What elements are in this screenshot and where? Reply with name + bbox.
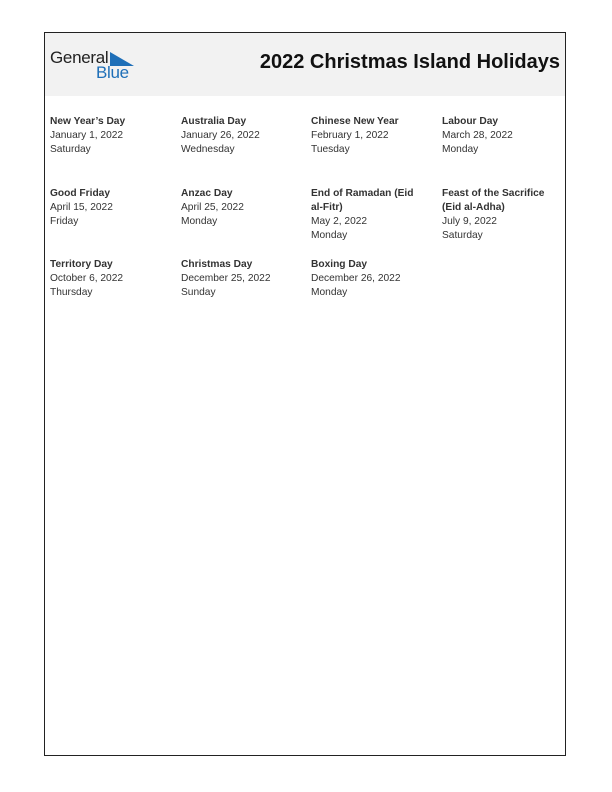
holiday-name: Australia Day [181, 116, 247, 127]
holiday-name: Labour Day [442, 116, 499, 127]
holiday-item [311, 115, 429, 157]
holiday-weekday: Monday [181, 216, 218, 227]
holiday-item [311, 258, 429, 300]
holiday-item [311, 187, 427, 243]
holiday-date: July 9, 2022 [442, 216, 497, 227]
holiday-item [50, 115, 168, 157]
holiday-name: Territory Day [50, 259, 113, 270]
holiday-date: December 25, 2022 [181, 273, 271, 284]
holiday-name: New Year’s Day [50, 116, 126, 127]
holiday-weekday: Monday [311, 287, 348, 298]
holiday-item [442, 187, 560, 243]
holiday-weekday: Monday [442, 144, 479, 155]
holiday-date: April 15, 2022 [50, 202, 113, 213]
holiday-name: Christmas Day [181, 259, 253, 270]
holiday-weekday: Wednesday [181, 144, 235, 155]
holiday-date: October 6, 2022 [50, 273, 124, 284]
holiday-date: April 25, 2022 [181, 202, 244, 213]
logo [50, 47, 140, 83]
holiday-weekday: Sunday [181, 287, 216, 298]
holiday-weekday: Monday [311, 230, 348, 241]
holiday-weekday: Saturday [50, 144, 91, 155]
header-bar [45, 33, 565, 96]
page-title: 2022 Christmas Island Holidays [259, 51, 560, 73]
holiday-name: End of Ramadan (Eid al-Fitr) [311, 188, 414, 213]
holiday-weekday: Friday [50, 216, 79, 227]
holiday-item [181, 258, 299, 300]
holiday-weekday: Saturday [442, 230, 483, 241]
holiday-date: January 1, 2022 [50, 130, 124, 141]
holiday-name: Boxing Day [311, 259, 368, 270]
holiday-date: January 26, 2022 [181, 130, 260, 141]
logo-text-general: General [50, 48, 109, 67]
holiday-name: Good Friday [50, 188, 110, 199]
holiday-name: Chinese New Year [311, 116, 399, 127]
logo-text-blue: Blue [96, 63, 129, 82]
holiday-item [50, 258, 168, 300]
holiday-name: Feast of the Sacrifice (Eid al-Adha) [442, 188, 545, 213]
holiday-item [181, 115, 299, 157]
holiday-weekday: Tuesday [311, 144, 350, 155]
holiday-name: Anzac Day [181, 188, 233, 199]
holiday-item [50, 187, 168, 229]
holiday-item [442, 115, 560, 157]
holiday-weekday: Thursday [50, 287, 93, 298]
holiday-date: May 2, 2022 [311, 216, 368, 227]
holiday-item [181, 187, 299, 229]
holiday-date: March 28, 2022 [442, 130, 513, 141]
holiday-date: February 1, 2022 [311, 130, 389, 141]
page-frame [44, 32, 566, 756]
holiday-date: December 26, 2022 [311, 273, 401, 284]
